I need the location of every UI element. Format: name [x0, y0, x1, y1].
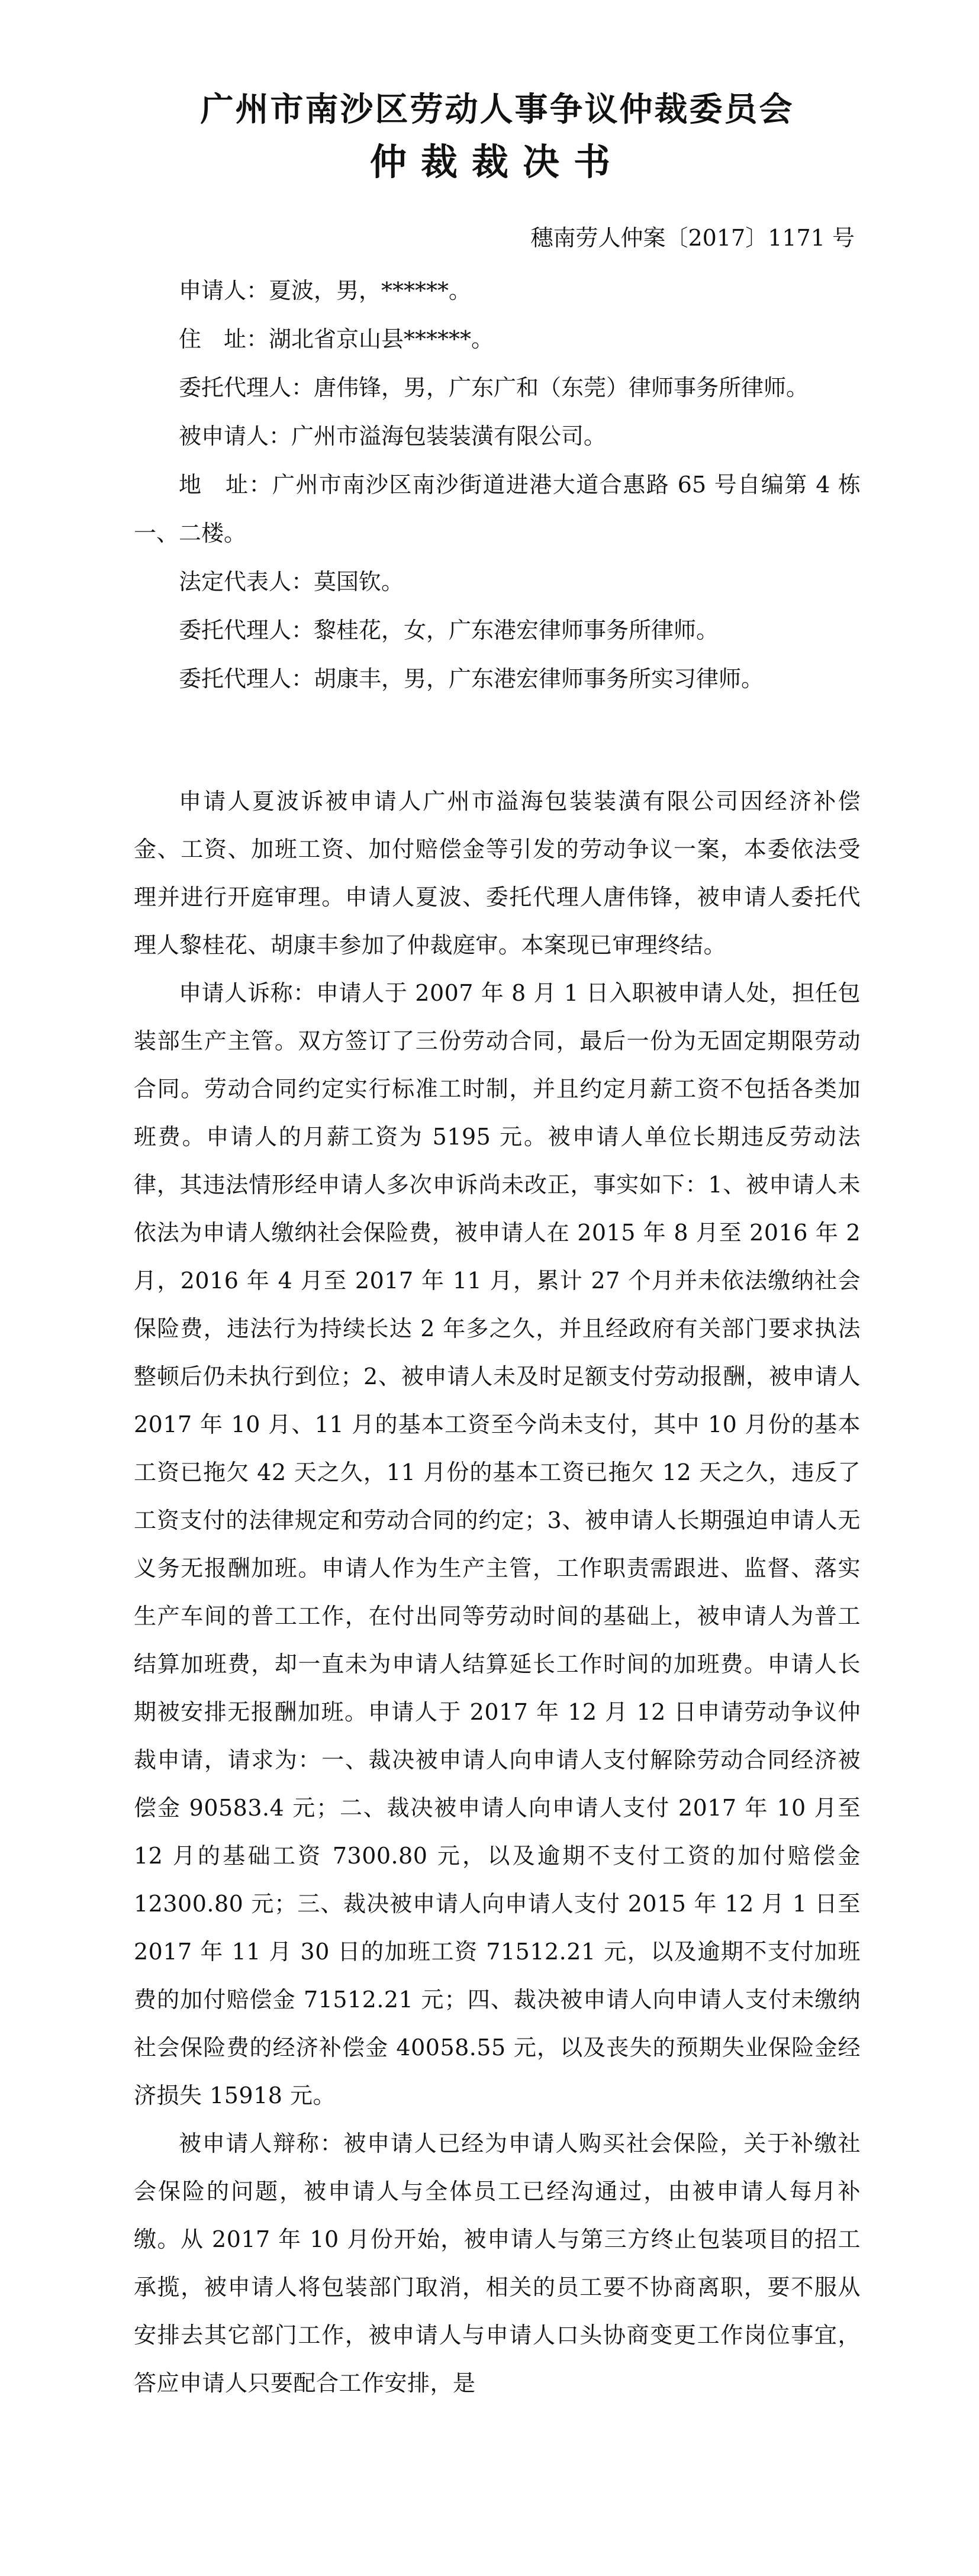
- document-title: 仲裁裁决书: [369, 140, 624, 183]
- party-line-applicant-address: 住 址：湖北省京山县******。: [179, 326, 494, 352]
- case-number: 穗南劳人仲案〔2017〕1171 号: [530, 225, 855, 251]
- party-line-respondent-address: 地 址：广州市南沙区南沙街道进港大道合惠路 65 号自编第 4 栋一、二楼。: [134, 472, 861, 546]
- party-line-applicant: 申请人：夏波，男，******。: [179, 278, 472, 304]
- issuing-organization: 广州市南沙区劳动人事争议仲裁委员会: [200, 90, 794, 129]
- paragraph-applicant-claims: 申请人诉称：申请人于 2007 年 8 月 1 日入职被申请人处，担任包装部生产主管。双方签订了三份劳动合同，最后一份为无固定期限劳动合同。劳动合同约定实行标准工时制，并且约定月薪工资不包括各类加班费。申请人的月薪工资为 5195 元。被申请人单位长期违反劳动法律，其违法情形经申请人多次申诉尚未改正，事实如下：1、被申请人未依法为申请人缴纳社会保险费，被申请人在 2015 年 8 月至 2016 年 2 月，2016 年 4 月至 2017 年 11 月，累计 27 个月并未依法缴纳社会保险费，违法行为持续长达 2 年多之久，并且经政府有关部门要求执法整顿后仍未执行到位；2、被申请人未及时足额支付劳动报酬，被申请人 2017 年 10 月、11 月的基本工资至今尚未支付，其中 10 月份的基本工资已拖欠 42 天之久，11 月份的基本工资已拖欠 12 天之久，违反了工资支付的法律规定和劳动合同的约定；3、被申请人长期强迫申请人无义务无报酬加班。申请人作为生产主管，工作职责需跟进、监督、落实生产车间的普工工作，在付出同等劳动时间的基础上，被申请人为普工结算加班费，却一直未为申请人结算延长工作时间的加班费。申请人长期被安排无报酬加班。申请人于 2017 年 12 月 12 日申请劳动争议仲裁申请，请求为：一、裁决被申请人向申请人支付解除劳动合同经济被偿金 90583.4 元；二、裁决被申请人向申请人支付 2017 年 10 月至 12 月的基础工资 7300.80 元，以及逾期不支付工资的加付赔偿金 12300.80 元；三、裁决被申请人向申请人支付 2015 年 12 月 1 日至 2017 年 11 月 30 日的加班工资 71512.21 元，以及逾期不支付加班费的加付赔偿金 71512.21 元；四、裁决被申请人向申请人支付未缴纳社会保险费的经济补偿金 40058.55 元，以及丧失的预期失业保险金经济损失 15918 元。: [134, 980, 861, 2108]
- party-list: [134, 266, 861, 703]
- party-line-respondent: 被申请人：广州市溢海包装装潢有限公司。: [179, 423, 607, 449]
- party-line-respondent-agent-2: 委托代理人：胡康丰，男，广东港宏律师事务所实习律师。: [179, 666, 764, 692]
- party-line-applicant-agent: 委托代理人：唐伟锋，男，广东广和（东莞）律师事务所律师。: [179, 375, 809, 401]
- document-body: [134, 778, 861, 2407]
- party-line-respondent-agent-1: 委托代理人：黎桂花，女，广东港宏律师事务所律师。: [179, 617, 719, 643]
- paragraph-respondent-defense: 被申请人辩称：被申请人已经为申请人购买社会保险，关于补缴社会保险的问题，被申请人与全体员工已经沟通过，由被申请人每月补缴。从 2017 年 10 月份开始，被申请人与第三方终止包装项目的招工承揽，被申请人将包装部门取消，相关的员工要不协商离职，要不服从安排去其它部门工作，被申请人与申请人口头协商变更工作岗位事宜，答应申请人只要配合工作安排，是: [134, 2130, 861, 2396]
- party-line-legal-representative: 法定代表人：莫国钦。: [179, 569, 404, 595]
- paragraph-case-intro: 申请人夏波诉被申请人广州市溢海包装装潢有限公司因经济补偿金、工资、加班工资、加付赔偿金等引发的劳动争议一案，本委依法受理并进行开庭审理。申请人夏波、委托代理人唐伟锋，被申请人委托代理人黎桂花、胡康丰参加了仲裁庭审。本案现已审理终结。: [134, 788, 861, 958]
